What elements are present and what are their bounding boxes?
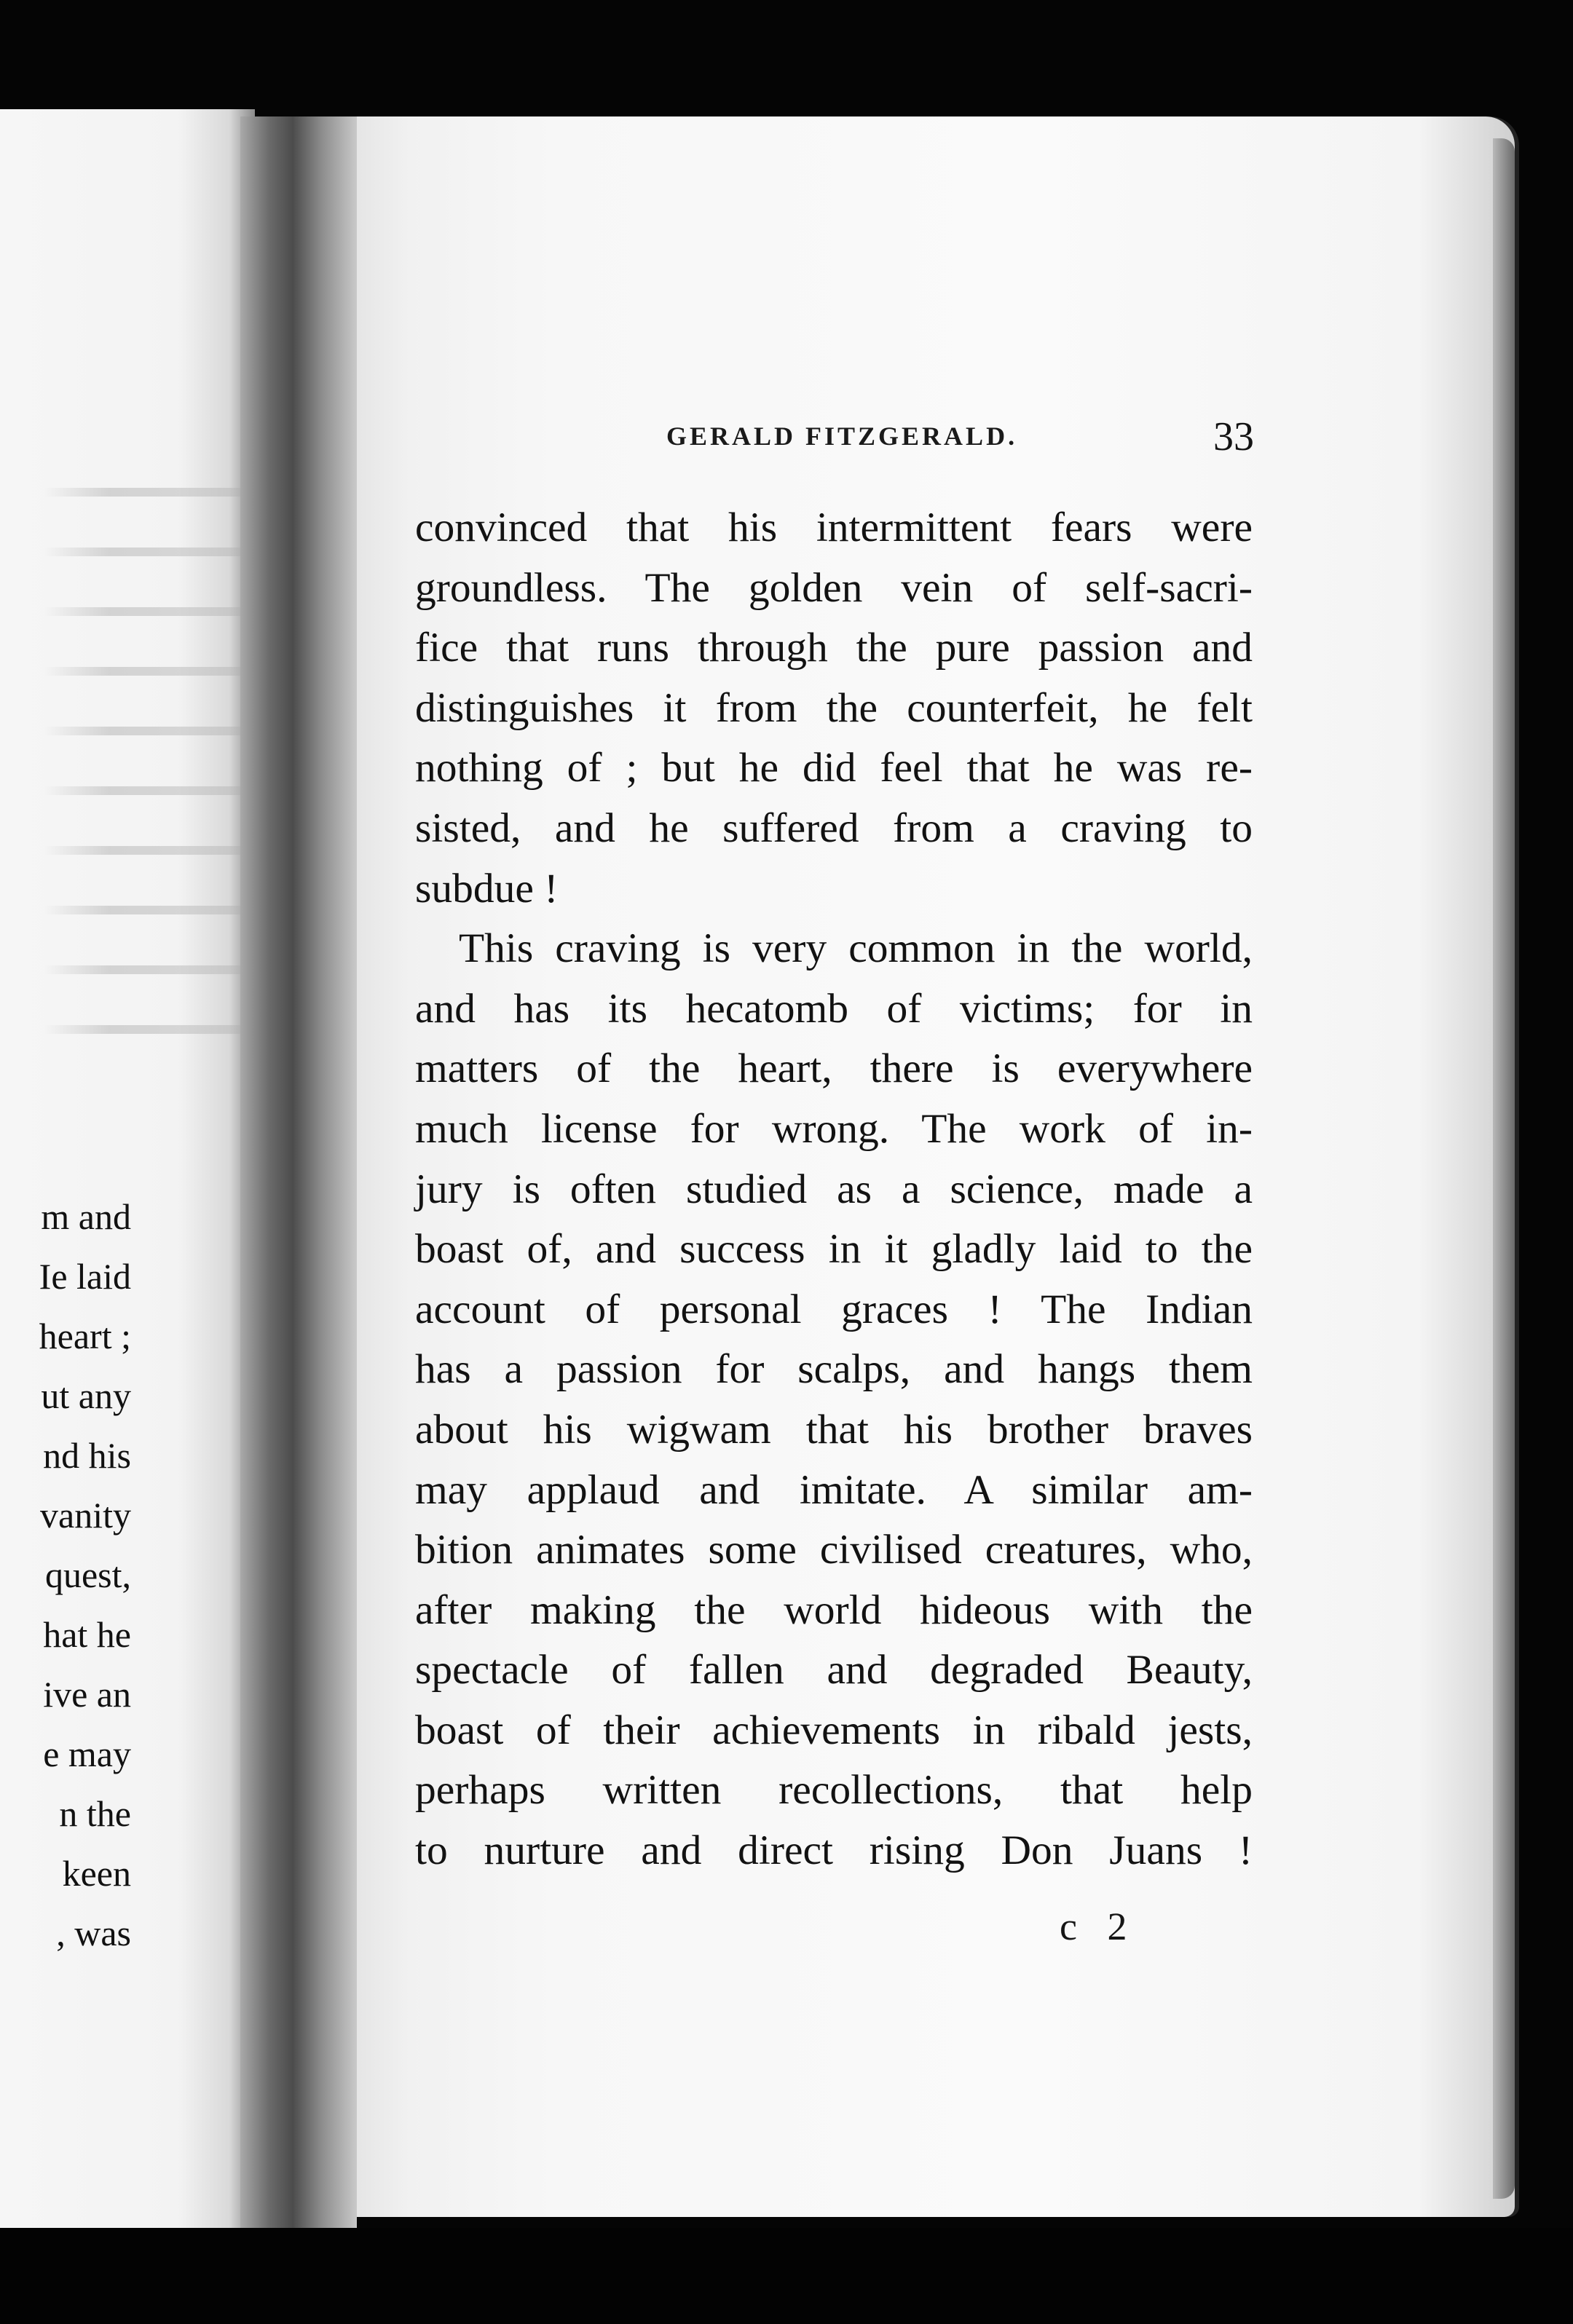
text-line: has a passion for scalps, and hangs them [415,1346,1253,1393]
faded-line [44,548,255,556]
text-line: boast of their achievements in ribald jests, [415,1707,1253,1753]
text-line: jury is often studied as a science, made a [415,1166,1253,1212]
left-line: ive an [43,1674,131,1715]
running-head: GERALD FITZGERALD. [666,422,1018,451]
text-line: perhaps written recollections, that help [415,1767,1253,1814]
text-line: may applaud and imitate. A similar am- [415,1466,1253,1513]
text-line: matters of the heart, there is everywhere [415,1046,1253,1092]
left-page-text-fragments [39,1187,131,1963]
text-line: distinguishes it from the counterfeit, he felt [415,684,1253,731]
text-line: much license for wrong. The work of in- [415,1105,1253,1152]
page-edge-shadow [1493,138,1515,2199]
text-line: This craving is very common in the world, [459,925,1253,972]
faded-line [44,607,255,616]
book-gutter [240,116,357,2235]
text-line: boast of, and success in it gladly laid to the [415,1226,1253,1273]
left-line: vanity [40,1495,131,1536]
faded-line [44,786,255,795]
text-line: nothing of ; but he did feel that he was re- [415,745,1253,791]
left-line: e may [43,1734,131,1774]
text-line: bition animates some civilised creatures, who, [415,1527,1253,1573]
left-line: m and [41,1196,131,1237]
left-page-faded-text [44,488,255,1085]
page-body-text [415,498,1253,1881]
faded-line [44,727,255,735]
left-line: hat he [43,1614,131,1655]
faded-line [44,906,255,914]
text-line: about his wigwam that his brother braves [415,1406,1253,1452]
left-line: Ie laid [39,1256,131,1297]
text-line: and has its hecatomb of victims; for in [415,985,1253,1032]
left-page [0,109,255,2239]
text-line: subdue ! [415,865,559,912]
scan-bottom-edge [0,2228,1573,2324]
faded-line [44,667,255,676]
faded-line [44,1025,255,1034]
text-line: after making the world hideous with the [415,1586,1253,1633]
left-line: n the [59,1793,131,1834]
faded-line [44,846,255,855]
page-number: 33 [1213,414,1254,459]
text-line: spectacle of fallen and degraded Beauty, [415,1647,1253,1693]
text-line: to nurture and direct rising Don Juans ! [415,1827,1253,1874]
left-line: nd his [43,1435,131,1476]
text-line: sisted, and he suffered from a craving to [415,805,1253,851]
left-line: heart ; [39,1316,131,1356]
faded-line [44,965,255,974]
faded-line [44,488,255,497]
signature-mark: c 2 [1060,1905,1138,1948]
left-line: keen [62,1853,131,1894]
left-line: , was [56,1913,131,1953]
text-line: groundless. The golden vein of self-sacri- [415,564,1253,611]
text-line: fice that runs through the pure passion and [415,625,1253,671]
text-line: account of personal graces ! The Indian [415,1286,1253,1332]
left-line: quest, [44,1554,131,1595]
left-line: ut any [41,1375,131,1416]
text-line: convinced that his intermittent fears were [415,505,1253,550]
